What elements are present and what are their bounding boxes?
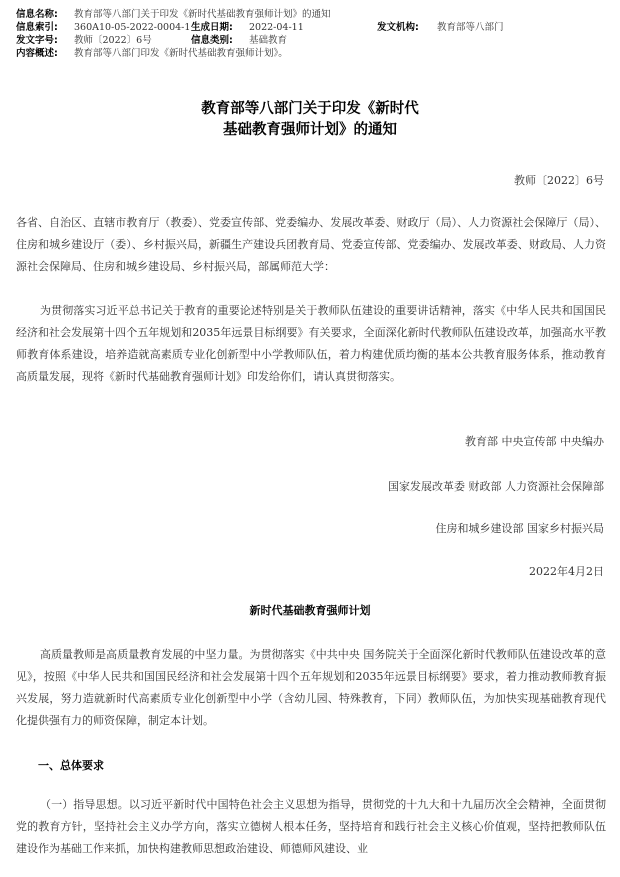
- meta-summary-value: 教育部等八部门印发《新时代基础教育强师计划》。: [74, 48, 288, 59]
- meta-docno-value: 教师〔2022〕6号: [74, 35, 152, 46]
- meta-row-name: [16, 8, 606, 21]
- intro-paragraph: 为贯彻落实习近平总书记关于教育的重要论述特别是关于教师队伍建设的重要讲话精神，落实《中华人民共和国国民经济和社会发展第十四个五年规划和2035年远景目标纲要》有关要求，全面深化新时代教师队伍建设改革，加强高水平教师教育体系建设，培养造就高素质专业化创新型中小学教师队伍，着力构建优质均衡的基本公共教育服务体系，推动教育高质量发展，现将《新时代基础教育强师计划》印发给你们，请认真贯彻落实。: [16, 304, 606, 383]
- meta-row-docno: [16, 34, 606, 47]
- signature-date: 2022年4月2日: [529, 565, 604, 578]
- meta-row-summary: [16, 47, 606, 60]
- plan-intro-paragraph: 高质量教师是高质量教育发展的中坚力量。为贯彻落实《中共中央 国务院关于全面深化新时代教师队伍建设改革的意见》，按照《中华人民共和国国民经济和社会发展第十四个五年规划和2035年远景目标纲要》要求，着力推动教师教育振兴发展，努力造就新时代高素质专业化创新型中小学（含幼儿园、特殊教育，下同）教师队伍，为加快实现基础教育现代化提供强有力的师资保障，制定本计划。: [16, 648, 606, 727]
- meta-org-value: 教育部等八部门: [437, 22, 504, 33]
- meta-summary-label: 内容概述:: [16, 48, 58, 59]
- section-heading-general-requirements: 一、总体要求: [38, 759, 104, 772]
- notice-title-line2: 基础教育强师计划》的通知: [223, 122, 397, 138]
- notice-title-line1: 教育部等八部门关于印发《新时代: [201, 101, 419, 117]
- meta-docno-label: 发文字号:: [16, 35, 58, 46]
- doc-number: 教师〔2022〕6号: [514, 174, 604, 187]
- signature-line-1: 教育部 中央宣传部 中央编办: [465, 435, 604, 448]
- meta-category-label: 信息类别:: [191, 35, 233, 46]
- meta-date-value: 2022-04-11: [249, 22, 304, 33]
- plan-title: 新时代基础教育强师计划: [249, 604, 371, 617]
- meta-index-label: 信息索引:: [16, 22, 58, 33]
- meta-index-value: 360A10-05-2022-0004-1: [74, 22, 191, 33]
- notice-title: [0, 99, 620, 141]
- document-metadata: [16, 8, 606, 60]
- meta-category-value: 基础教育: [249, 35, 288, 46]
- addressees-paragraph: 各省、自治区、直辖市教育厅（教委）、党委宣传部、党委编办、发展改革委、财政厅（局）、人力资源社会保障厅（局）、住房和城乡建设厅（委）、乡村振兴局，新疆生产建设兵团教育局、党委宣传部、党委编办、发展改革委、财政局、人力资源社会保障局、住房和城乡建设局、乡村振兴局，部属师范大学：: [16, 216, 606, 273]
- meta-date-label: 生成日期:: [191, 22, 233, 33]
- meta-name-label: 信息名称:: [16, 9, 58, 20]
- guiding-ideology-paragraph: （一）指导思想。以习近平新时代中国特色社会主义思想为指导，贯彻党的十九大和十九届历次全会精神，全面贯彻党的教育方针，坚持社会主义办学方向，落实立德树人根本任务，坚持培育和践行社会主义核心价值观，坚持把教师队伍建设作为基础工作来抓，加快构建教师思想政治建设、师德师风建设、业: [16, 798, 606, 855]
- signature-line-2: 国家发展改革委 财政部 人力资源社会保障部: [388, 480, 604, 493]
- meta-name-value: 教育部等八部门关于印发《新时代基础教育强师计划》的通知: [74, 9, 331, 20]
- signature-line-3: 住房和城乡建设部 国家乡村振兴局: [435, 522, 604, 535]
- meta-row-index: [16, 21, 606, 34]
- meta-org-label: 发文机构:: [377, 22, 419, 33]
